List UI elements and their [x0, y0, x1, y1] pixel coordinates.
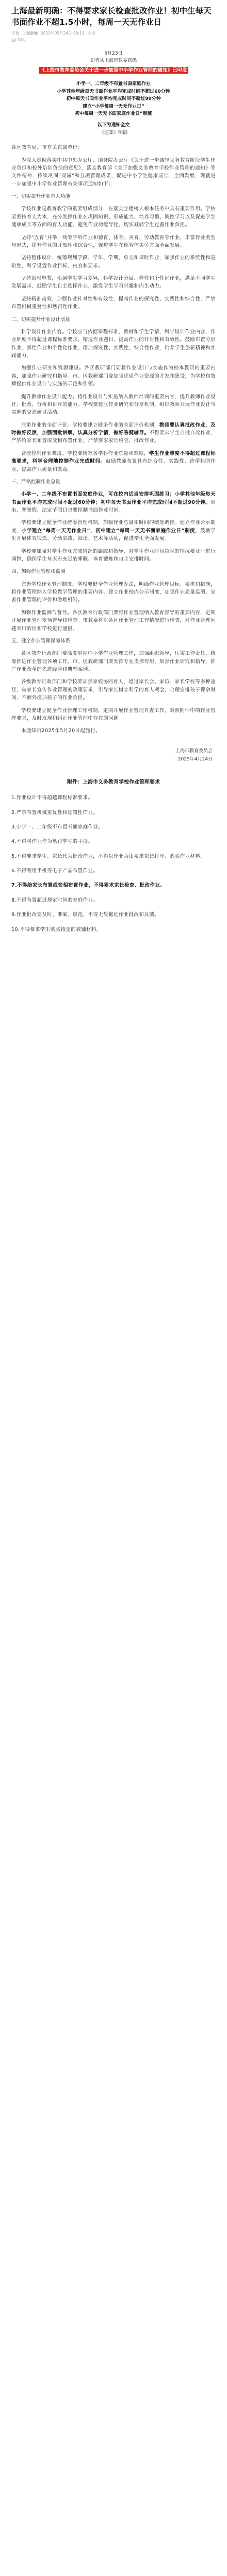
key-point: 小学一、二年级不布置书面家庭作业 [76, 81, 151, 87]
annex-item [11, 794, 216, 802]
body-paragraph [11, 205, 216, 229]
key-point: 小学其他年级每天书面作业平均完成时间不超过60分钟 [57, 89, 170, 94]
paragraph-text: 提升教师作业设计能力。将作业设计与实施纳入教师培训的重要内容，提升教师作业设计、批改、分析和讲评的能力。学校要建立作业研究和分享机制，组织教师开展作业设计与实施的交流研讨活动。 [11, 394, 216, 416]
paragraph-text: 不得要求学生自批自改作业，严禁给家长布置或变相布置作业，严禁要求家长检查、批改作业。 [11, 430, 216, 444]
source-link[interactable]: 上观新闻 [22, 31, 38, 36]
paragraph-text: 加强作业监测与督导。各区教育行政部门要将作业管理纳入教育督导的重要内容，定期开展作业管理专项督导和检查。市教委将对各区作业管理工作情况进行检查，对作业管理问题突出的区和学校进行通报。 [11, 609, 216, 632]
paragraph-text: 各级教育行政部门和学校要加强家校协同育人，通过家长会、家访、家长学校等多种途径，向家长宣传作业管理的政策要求，引导家长树立科学的育人观念，合理安排孩子课余时间，不额外增加孩子的作业负担。 [11, 679, 216, 701]
body-paragraph [11, 650, 216, 673]
annex-item [11, 882, 216, 889]
notice-highlight [11, 66, 216, 75]
annex-item-text: 5.不得要求学生、家长代为批改作业，不得以作业为由要求家长打印、购买作业材料。 [11, 853, 206, 859]
annex-item [11, 911, 216, 919]
body-paragraph [11, 234, 216, 250]
annex-item-emphasis: 7.不得给家长布置或变相布置作业，不得要求家长检查、批改作业。 [11, 883, 166, 889]
section-heading: 五、健全作业管理保障体系 [11, 638, 71, 644]
eye-icon [11, 39, 16, 42]
annex-item-text: 8.不得布置超过规定时间的家庭作业。 [11, 897, 99, 903]
paragraph-text: 合理控制作业难度。学校要统筹各学科作业总量和难度， [21, 450, 150, 456]
full-text-label: 以下为通知全文 [97, 123, 130, 128]
paragraph-text: 完善学校作业管理制度。学校要健全作业管理办法，明确作业管理目标、要求和措施，将作业管理纳入学校教学管理的重要内容，建立作业校内公示制度，加强作业质量监测，完善作业管理的评价和激励机制。 [11, 581, 216, 603]
emphasis-text: 小学一、二年级不布置书面家庭作业，可在校内适当安排巩固练习；小学其他年级每天书面作业平均完成时间不超过60分钟；初中每天书面作业平均完成时间不超过90分钟。 [11, 492, 216, 505]
body-paragraph [11, 157, 216, 189]
article-page [0, 0, 227, 961]
body-paragraph [11, 450, 216, 473]
section-heading: 四、加强作业管理和监测 [11, 569, 66, 575]
notice-intro: 记者从上海市教委获悉 [90, 58, 137, 64]
paragraph-text: 学校作业是教育教学的重要组成部分，在落实立德树人根本任务中具有重要作用。学校要坚持育人为本，充分发挥作业在巩固知识、形成能力、培养习惯、调控学习以及促进学生健康成长等方面的育人功能，避免作业功能异化，切实减轻学生过重作业负担。 [11, 206, 216, 228]
body-paragraph [11, 548, 216, 564]
body-paragraph [11, 393, 216, 417]
body-paragraph [11, 707, 216, 723]
annex-item [11, 926, 216, 934]
annex-title: 附件：上海市义务教育学校作业管理要求 [67, 779, 160, 786]
paragraph-text: 加强作业研究和资源建设。各区教研部门要将作业设计与实施作为校本教研的重要内容，加强作业研究和指导。市、区教研部门要加强优质作业资源的开发和建设，为学校和教师提供作业设计与实施的示范和引领。 [11, 365, 216, 387]
annex-item-text: 9.作业批改要及时、准确、规范，不得无故拖延作业批改和反馈。 [11, 912, 160, 918]
annex-item [11, 838, 216, 845]
body-paragraph [11, 364, 216, 388]
emphasis-text: 小学建立“每周一天无作业日”，初中建立“每周一天无书面家庭作业日”制度， [21, 528, 201, 534]
annex-item-text: 2.严禁布置机械重复性和惩罚性作业。 [11, 809, 99, 816]
emphasis-text: 教师要认真批改作业，及时做好反馈，加强面批讲解，认真分析学情，做好答疑辅导。 [11, 422, 216, 436]
author: 齐鲁 [11, 31, 19, 36]
annex-item-text: 10.不得要求学生购买指定的教辅材料。 [11, 926, 102, 933]
paragraph-text: 注重作业的全面评价。学校要建立健全作业的全面评价机制， [21, 422, 159, 428]
article-meta [11, 31, 216, 37]
paragraph-text: 鼓励教师布置具有综合性、实践性、跨学科的作业，提高作业质量和效益。 [11, 459, 216, 472]
annex-item-text: 4.不得将作业作为惩罚学生的手段。 [11, 839, 93, 845]
views-row [11, 38, 216, 43]
annex-item [11, 809, 216, 817]
paragraph-text: 鼓励学生开展体育锻炼、劳动实践、阅读、艺术等活动，促进学生全面发展。 [11, 528, 216, 542]
paragraph-text: 坚持精准高效，加强作业针对性和有效性，提高作业的探究性、实践性和综合性，严禁布置机械重复性和惩罚性作业。 [11, 296, 216, 310]
annex-item [11, 867, 216, 875]
body-paragraph [11, 295, 216, 311]
key-point: 初中每天书面作业平均完成时间不超过90分钟 [66, 96, 161, 102]
key-point: 初中每周一天无书面家庭作业日”制度 [75, 111, 152, 116]
body-paragraph [11, 254, 216, 270]
annex-item [11, 823, 216, 831]
paragraph-text: 学校要建立健全作业统筹管理机制，加强作业总量和时间的统筹调控。建立作业公示制度， [11, 520, 216, 534]
body-paragraph [11, 275, 216, 291]
notice-date: 5月23日 [104, 51, 123, 56]
section-heading: 一、切实提升作业育人功能 [11, 194, 71, 200]
article-title: 上海最新明确：不得要求家长检查批改作业！初中生每天书面作业不超1.5小时，每周一天无作业日 [11, 6, 212, 27]
annex-item [11, 853, 216, 860]
emphasis-text: 学生作业难度不得超过课程标准要求，科学合理地控制作业完成时间。 [11, 450, 216, 465]
body-paragraph [11, 609, 216, 633]
annex-item-text: 6.不得利用手机等电子产品布置作业。 [11, 868, 99, 874]
body-paragraph [11, 328, 216, 360]
paragraph-text: 坚持整体设计，统筹规划学段、学年、学期、单元和课时作业，加强作业的系统性和进阶性，科学设置作业目标、内容和要求。 [11, 255, 216, 269]
doc-title: 《通知》明确 [99, 130, 127, 135]
body-paragraph [11, 490, 216, 514]
body-paragraph [11, 581, 216, 604]
paragraph-text: 坚持因材施教，根据学生学习差异，科学设计分层、弹性和个性化作业，满足不同学生发展需求，鼓励学生自主选择作业，激发学生学习兴趣和内生动力。 [11, 276, 216, 290]
paragraph-text: 坚持“五育”并举，统筹学科作业和德育、体育、美育、劳动教育等作业，丰富作业类型与形式，提升作业的开放性和综合性，促进学生在德智体美劳方面全面发展。 [11, 234, 216, 248]
annex-list [11, 794, 216, 934]
paragraph-text: 周末、寒暑假、法定节假日也要控制书面作业时间。 [11, 499, 216, 514]
paragraph-text: 各区教育行政部门要高度重视中小学作业管理工作，加强组织领导，压实工作责任，统筹推进作业管理各项工作。市、区教研部门要发挥专业支撑作用，加强作业研究和指导，推广作业改革的先进经验和典型案例。 [11, 651, 216, 673]
key-point: 建立“小学每周一天无作业日” [83, 104, 144, 109]
body-paragraph [11, 727, 216, 735]
paragraph-text: 学校要建立健全作业管理工作机制，定期开展作业管理自查工作，对照附件中的作业管理要求，及时发现和纠正作业管理中存在的问题。 [11, 707, 216, 721]
section-heading: 二、切实提升作业设计质量 [11, 316, 71, 323]
view-count: 10人 [17, 37, 26, 42]
notice-body [11, 157, 216, 735]
annex-item-text: 1.作业设计不得超越课程标准要求。 [11, 795, 93, 801]
recipients: 各区教育局，市有关直属单位： [11, 145, 83, 151]
paragraph-text: 本通知自2025年5月20日起施行。 [21, 728, 101, 734]
body-paragraph [11, 519, 216, 543]
body-paragraph [11, 421, 216, 445]
signature-date: 2025年4月24日 [177, 756, 213, 762]
body-paragraph [11, 678, 216, 702]
notice-highlight-text: 《上海市教育委员会关于进一步加强中小学作业管理的通知》已印发 [40, 67, 187, 73]
annex-item [11, 896, 216, 904]
paragraph-text: 科学设计作业内容。学校应当依据课程标准、教材和学生学情，科学设计作业内容，作业难度不得超过课程标准要求，精选作业题目，提高作业的针对性和有效性。鼓励布置分层作业、弹性作业和个性化作业，增加探究性、实践性、综合性作业，培养学生创新精神和实践能力。 [11, 329, 216, 359]
section-heading: 三、严格控制作业总量 [11, 479, 61, 485]
publish-date: 2025年05月24日 09:19 [41, 31, 85, 36]
location: 上海 [87, 31, 95, 36]
annex-item-text: 3.小学一、二年级不布置书面家庭作业。 [11, 824, 104, 830]
paragraph-text: 为深入贯彻落实中共中央办公厅、国务院办公厅《关于进一步减轻义务教育阶段学生作业负担和校外培训负担的意见》，落实教育部《关于加强义务教育学校作业管理的通知》等文件精神，持续巩固“双减”和五项管理成果，促进中小学生健康成长、全面发展，现就进一步加强中小学作业管理有关事项通知如下： [11, 157, 216, 187]
paragraph-text: 学校要加强对学生作业完成情况的跟踪和指导，对学生作业时间超时的情况要及时进行调整，确保学生每天有充足的睡眠、体育锻炼和自主安排时间。 [11, 548, 216, 562]
signature-org: 上海市教育委员会 [175, 748, 213, 754]
